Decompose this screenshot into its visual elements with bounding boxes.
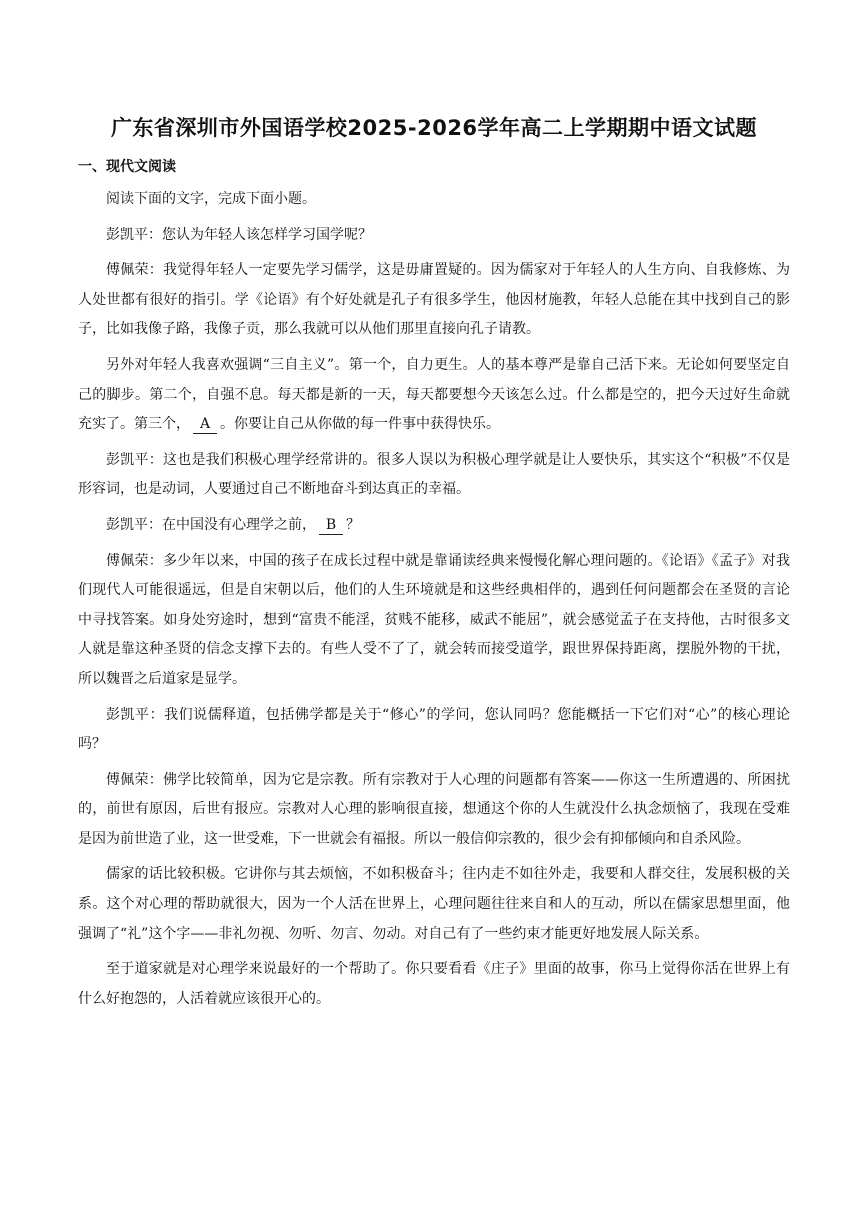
paragraph — [78, 766, 790, 855]
answer-blank: B — [319, 516, 343, 535]
paragraph — [78, 351, 790, 440]
paragraph — [78, 221, 790, 251]
paragraph — [78, 185, 790, 215]
paragraph-text: 傅佩荣：佛学比较简单，因为它是宗教。所有宗教对于人心理的问题都有答案——你这一生所遭遇的、所困扰的，前世有原因，后世有报应。宗教对人心理的影响很直接，想通这个你的人生就没什么执念烦恼了，我现在受难是因为前世造了业，这一世受难，下一世就会有福报。所以一般信仰宗教的，很少会有抑郁倾向和自杀风险。 — [78, 771, 790, 847]
paragraph — [78, 955, 790, 1014]
paragraph — [78, 547, 790, 695]
paragraph — [78, 860, 790, 949]
paragraph — [78, 701, 790, 760]
paragraph-text: 阅读下面的文字，完成下面小题。 — [106, 191, 316, 207]
paragraph — [78, 511, 790, 541]
paragraph-text: 彭凯平：您认为年轻人该怎样学习国学呢？ — [106, 226, 372, 243]
paragraph-text: 彭凯平：这也是我们积极心理学经常讲的。很多人误以为积极心理学就是让人要快乐，其实这个“积极”不仅是形容词，也是动词，人要通过自己不断地奋斗到达真正的幸福。 — [78, 451, 790, 498]
paragraph — [78, 446, 790, 505]
paragraph-text: 傅佩荣：我觉得年轻人一定要先学习儒学，这是毋庸置疑的。因为儒家对于年轻人的人生方向、自我修炼、为人处世都有很好的指引。学《论语》有个好处就是孔子有很多学生，他因材施教，年轻人总能在其中找到自己的影子，比如我像子路，我像子贡，那么我就可以从他们那里直接向孔子请教。 — [78, 262, 790, 338]
document-body — [78, 185, 790, 1014]
section-heading: 一、现代文阅读 — [78, 159, 176, 175]
paragraph-text: 傅佩荣：多少年以来，中国的孩子在成长过程中就是靠诵读经典来慢慢化解心理问题的。《论语》《孟子》对我们现代人可能很遥远，但是自宋朝以后，他们的人生环境就是和这些经典相伴的，遇到任何问题都会在圣贤的言论中寻找答案。如身处穷途时，想到“富贵不能淫，贫贱不能移，威武不能屈”，就会感觉孟子在支持他，古时很多文人就是靠这种圣贤的信念支撑下去的。有些人受不了了，就会转而接受道学，跟世界保持距离，摆脱外物的干扰，所以魏晋之后道家是显学。 — [78, 552, 790, 687]
paragraph-text: 另外对年轻人我喜欢强调“三自主义”。第一个，自力更生。人的基本尊严是靠自己活下来。无论如何要坚定自己的脚步。第二个，自强不息。每天都是新的一天，每天都要想今天该怎么过。什么都是空的，把今天过好生命就充实了。第三个， — [78, 356, 790, 433]
paragraph-text: 儒家的话比较积极。它讲你与其去烦恼，不如积极奋斗；往内走不如往外走，我要和人群交往，发展积极的关系。这个对心理的帮助就很大，因为一个人活在世界上，心理问题往往来自和人的互动，所以在儒家思想里面，他强调了“礼”这个字——非礼勿视、勿听、勿言、勿动。对自己有了一些约束才能更好地发展人际关系。 — [78, 866, 790, 942]
answer-blank: A — [193, 415, 217, 434]
page-title: 广东省深圳市外国语学校2025-2026学年高二上学期期中语文试题 — [110, 116, 758, 140]
paragraph-text: 彭凯平：我们说儒释道，包括佛学都是关于“修心”的学问，您认同吗？您能概括一下它们对“心”的核心理论吗？ — [78, 706, 790, 753]
paragraph-text-after: 。你要让自己从你做的每一件事中获得快乐。 — [220, 416, 500, 433]
paragraph — [78, 256, 790, 345]
paragraph-text: 彭凯平：在中国没有心理学之前， — [106, 516, 316, 533]
paragraph-text: 至于道家就是对心理学来说最好的一个帮助了。你只要看看《庄子》里面的故事，你马上觉得你活在世界上有什么好抱怨的，人活着就应该很开心的。 — [78, 961, 790, 1007]
paragraph-text-after: ？ — [346, 516, 360, 533]
